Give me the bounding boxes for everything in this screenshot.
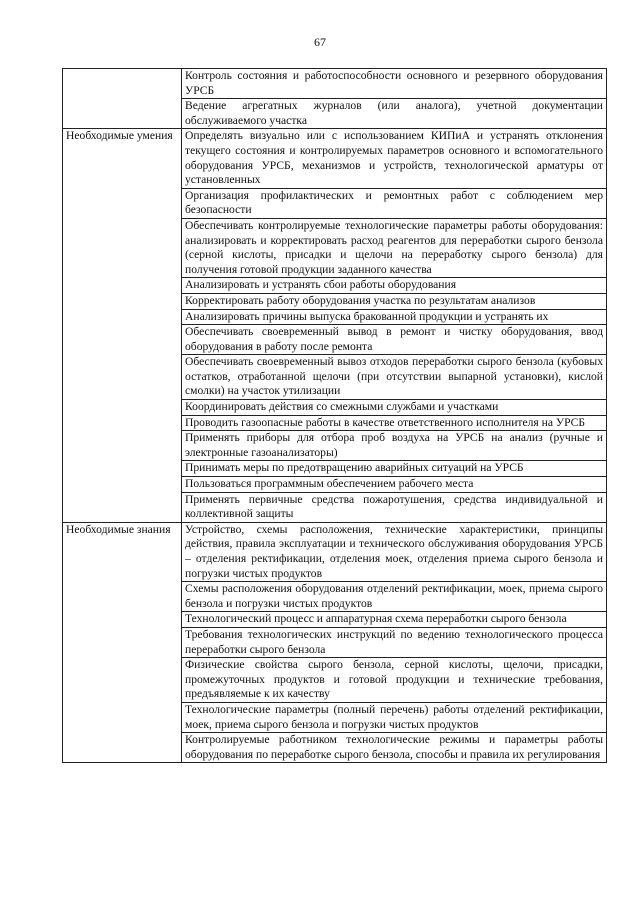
- section-label-knowledge: Необходимые знания: [63, 522, 182, 763]
- list-item: Схемы расположения оборудования отделений ректификации, моек, приема сырого бензола и погрузки чистых продуктов: [182, 582, 607, 612]
- list-item: Ведение агрегатных журналов (или аналога), учетной документации обслуживаемого участка: [182, 99, 607, 129]
- list-item: Технологический процесс и аппаратурная схема переработки сырого бензола: [182, 612, 607, 628]
- list-item: Применять приборы для отбора проб воздуха на УРСБ на анализ (ручные и электронные газоанализаторы): [182, 431, 607, 461]
- table-row: [63, 69, 607, 99]
- list-item: Пользоваться программным обеспечением рабочего места: [182, 477, 607, 493]
- list-item: Организация профилактических и ремонтных работ с соблюдением мер безопасности: [182, 188, 607, 218]
- list-item: Обеспечивать своевременный вывод в ремонт и чистку оборудования, ввод оборудования в работу после ремонта: [182, 325, 607, 355]
- list-item: Контролируемые работником технологические режимы и параметры работы оборудования по переработке сырого бензола, способы и правила их регулирования: [182, 733, 607, 763]
- list-item: Контроль состояния и работоспособности основного и резервного оборудования УРСБ: [182, 69, 607, 99]
- list-item: Определять визуально или с использованием КИПиА и устранять отклонения текущего состояния и контролируемых параметров основного и вспомогательного оборудования УРСБ, механизмов и устройств, технологической арматуры от установленных: [182, 129, 607, 188]
- list-item: Применять первичные средства пожаротушения, средства индивидуальной и коллективной защиты: [182, 492, 607, 522]
- list-item: Устройство, схемы расположения, технические характеристики, принципы действия, правила эксплуатации и технического обслуживания оборудования УРСБ – отделения ректификации, отделения моек, отделения приема сырого бензола и погрузки чистых продуктов: [182, 522, 607, 581]
- list-item: Принимать меры по предотвращению аварийных ситуаций на УРСБ: [182, 461, 607, 477]
- table-row: [63, 129, 607, 188]
- section-label: [63, 69, 182, 129]
- table-row: [63, 522, 607, 581]
- list-item: Корректировать работу оборудования участка по результатам анализов: [182, 293, 607, 309]
- list-item: Проводить газоопасные работы в качестве ответственного исполнителя на УРСБ: [182, 415, 607, 431]
- section-label-skills: Необходимые умения: [63, 129, 182, 522]
- list-item: Физические свойства сырого бензола, серной кислоты, щелочи, присадки, промежуточных продуктов и готовой продукции и технические требования, предъявляемые к их качеству: [182, 658, 607, 703]
- requirements-table: [62, 68, 607, 763]
- list-item: Анализировать и устранять сбои работы оборудования: [182, 278, 607, 294]
- list-item: Обеспечивать своевременный вывоз отходов переработки сырого бензола (кубовых остатков, отработанной щелочи (при отсутствии выпарной установки), кислой смолки) на участок утилизации: [182, 355, 607, 400]
- list-item: Обеспечивать контролируемые технологические параметры работы оборудования: анализировать и корректировать расход реагентов для переработки сырого бензола (серной кислоты, присадки и щелочи на переработку сырого бензола) для получения готовой продукции заданного качества: [182, 218, 607, 277]
- list-item: Анализировать причины выпуска бракованной продукции и устранять их: [182, 309, 607, 325]
- list-item: Требования технологических инструкций по ведению технологического процесса переработки сырого бензола: [182, 627, 607, 657]
- list-item: Технологические параметры (полный перечень) работы отделений ректификации, моек, приема сырого бензола и погрузки чистых продуктов: [182, 702, 607, 732]
- list-item: Координировать действия со смежными службами и участками: [182, 400, 607, 416]
- page-number: 67: [314, 35, 326, 49]
